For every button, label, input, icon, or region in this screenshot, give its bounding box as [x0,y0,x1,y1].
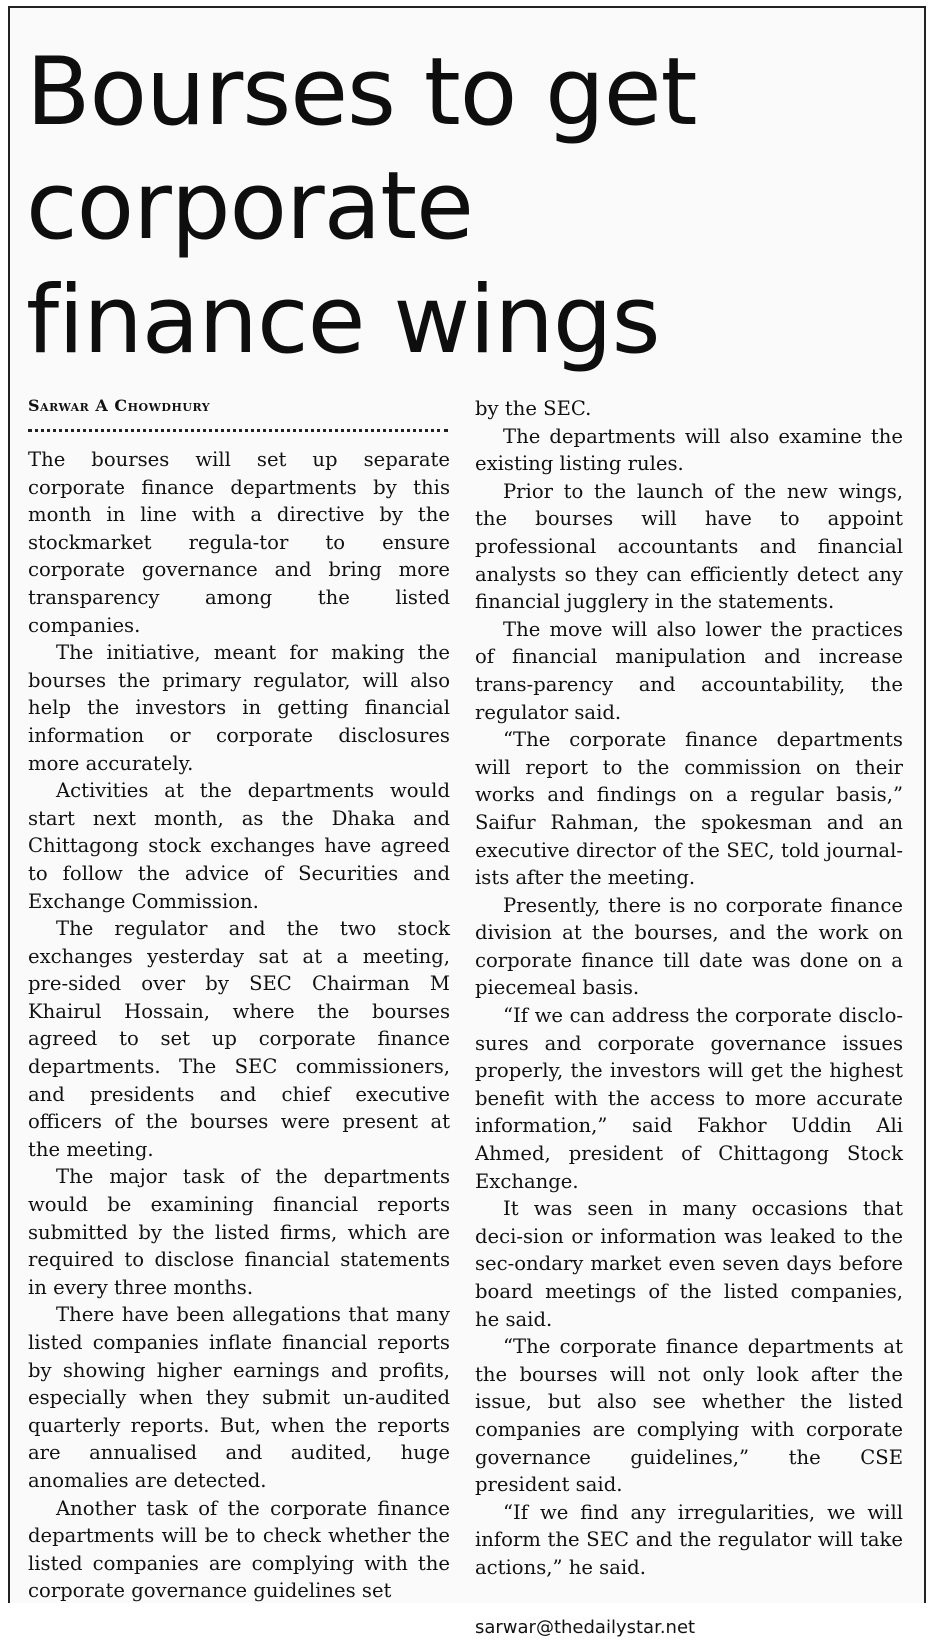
paragraph: “If we find any irregularities, we will inform the SEC and the regulator will take actions,” he said. [475,1500,903,1579]
paragraph: Another task of the corporate finance departments will be to check whether the listed companies are complying with the corporate governance guidelines set [28,1496,450,1603]
paragraph: There have been allegations that many listed companies inflate financial reports by showing higher earnings and profits, especially when they submit un-audited quarterly reports. But, when the reports are annualised and audited, huge anomalies are detected. [28,1303,450,1492]
article-column-left [28,395,450,1605]
paragraph: The initiative, meant for making the bourses the primary regulator, will also help the investors in getting financial information or corporate disclosures more accurately. [28,641,450,775]
paragraph: “If we can address the corporate disclo-sures and corporate governance issues properly, the investors will get the highest benefit with the access to more accurate information,” said Fakhor Uddin Ali Ahmed, president of Chittagong Stock Exchange. [475,1004,903,1193]
paragraph: The bourses will set up separate corporate finance departments by this month in line with a directive by the stockmarket regula-tor to ensure corporate governance and bring more transparency among the listed companies. [28,448,450,637]
paragraph: The regulator and the two stock exchanges yesterday sat at a meeting, pre-sided over by SEC Chairman M Khairul Hossain, where the bourses agreed to set up corporate finance departments. The SEC commissioners, and presidents and chief executive officers of the bourses were present at the meeting. [28,917,450,1161]
paragraph: The departments will also examine the existing listing rules. [475,424,903,476]
headline-line-1: Bourses to get [26,38,697,147]
paragraph: The major task of the departments would be examining financial reports submitted by the listed firms, which are required to disclose financial statements in every three months. [28,1165,450,1299]
dotted-divider [28,421,448,432]
paragraph: by the SEC. [475,397,592,420]
headline-line-3: finance wings [26,266,660,375]
headline [26,36,906,378]
paragraph: It was seen in many occasions that deci-sion or information was leaked to the sec-ondary market even seven days before board meetings of the listed companies, he said. [475,1197,903,1331]
byline: Sarwar A Chowdhury [28,396,211,415]
author-email: sarwar@thedailystar.net [475,1616,696,1638]
paragraph: Activities at the departments would start next month, as the Dhaka and Chittagong stock exchanges have agreed to follow the advice of Securities and Exchange Commission. [28,779,450,913]
paragraph: “The corporate finance departments at the bourses will not only look after the issue, but also see whether the listed companies are complying with corporate governance guidelines,” the CSE president said. [475,1335,903,1497]
paragraph: The move will also lower the practices of financial manipulation and increase trans-parency and accountability, the regulator said. [475,617,903,724]
article-column-right [475,395,903,1641]
headline-line-2: corporate [26,152,473,261]
paragraph: Presently, there is no corporate finance division at the bourses, and the work on corporate finance till date was done on a piecemeal basis. [475,893,903,1000]
paragraph: “The corporate finance departments will report to the commission on their works and findings on a regular basis,” Saifur Rahman, the spokesman and an executive director of the SEC, told journal-ists after the meeting. [475,728,903,890]
paragraph: Prior to the launch of the new wings, the bourses will have to appoint professional accountants and financial analysts so they can efficiently detect any financial jugglery in the statements. [475,479,903,614]
